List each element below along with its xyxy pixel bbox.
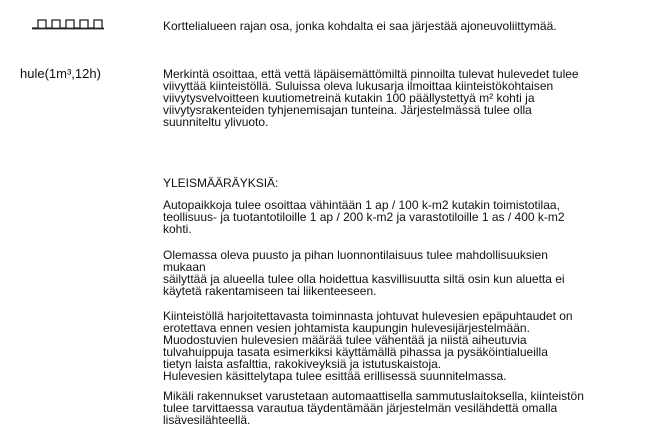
general-regulations-heading: YLEISMÄÄRÄYKSIÄ:: [163, 176, 279, 190]
hule-code: hule(1m³,12h): [20, 66, 101, 81]
boundary-no-vehicle-access-icon: [32, 17, 104, 33]
stormwater-regulation: Kiinteistöllä harjoitettavasta toiminnasta johtuvat hulevesien epäpuhtaudet on erotettava ennen vesien johtamista kaupungin hulevesijärjestelmään. Muodostuvien hulevesien määrää tulee vähentää ja niistä aiheutuvia tulvahuippuja tasata esimerkiksi käyttämällä pihassa ja pysäköintialueilla tietyn laista asfalttia, rakokiveyksiä ja istutuskaistoja. Hulevesien käsittelytapa tulee esittää erillisessä suunnitelmassa.: [163, 309, 573, 383]
sprinkler-regulation: Mikäli rakennukset varustetaan automaattisella sammutuslaitoksella, kiinteistön tulee tarvittaessa varautua täydentämään järjestelmän vesilähdettä omalla lisävesilähteellä.: [163, 389, 584, 427]
hule-description: Merkintä osoittaa, että vettä läpäisemättömiltä pinnoilta tulevat hulevedet tulee viivyttää kiinteistöllä. Suluissa oleva lukusarja ilmoittaa kiinteistökohtaisen viivytysvelvoitteen kuutiometreinä kutakin 100 päällystettyä m² kohti ja viivytysrakenteiden tyhjenemisajan tunteina. Järjestelmässä tulee olla suunniteltu ylivuoto.: [163, 67, 579, 129]
vegetation-regulation: Olemassa oleva puusto ja pihan luonnontilaisuus tulee mahdollisuuksien mukaan säilyttää ja alueella tulee olla hoidettua kasvillisuutta siltä osin kun aluetta ei käytetä rakentamiseen tai liikenteeseen.: [163, 248, 565, 298]
boundary-description: Korttelialueen rajan osa, jonka kohdalta ei saa järjestää ajoneuvoliittymää.: [163, 19, 557, 33]
parking-regulation: Autopaikkoja tulee osoittaa vähintään 1 ap / 100 k-m2 kutakin toimistotilaa, teollisuus- ja tuotantotiloille 1 ap / 200 k-m2 ja varastotiloille 1 as / 400 k-m2 kohti.: [163, 198, 565, 236]
